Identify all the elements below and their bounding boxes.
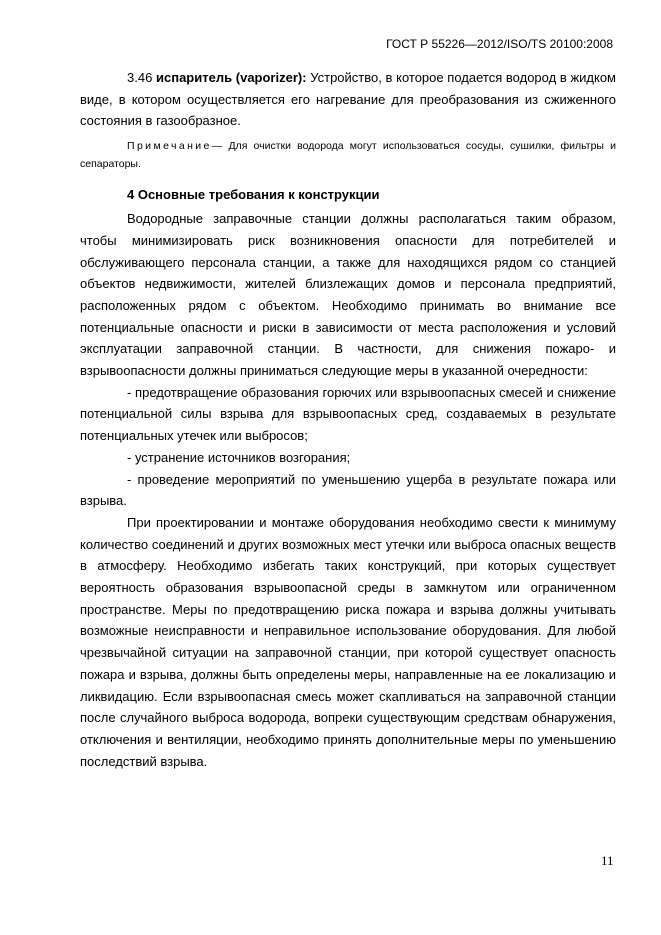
- note: [80, 137, 616, 173]
- document-body: [80, 67, 616, 772]
- note-text: — Для очистки водорода могут использоваться сосуды, сушилки, фильтры и сепараторы.: [80, 140, 616, 171]
- paragraph-1: Водородные заправочные станции должны располагаться таким образом, чтобы минимизировать риск возникновения опасности для потребителей и обслуживающего персонала станции, а также для находящихся рядом со станцией объектов недвижимости, жителей близлежащих домов и персонала предприятий, расположенных рядом с объектом. Необходимо принимать во внимание все потенциальные опасности и риски в зависимости от места расположения и условий эксплуатации заправочной станции. В частности, для снижения пожаро- и взрывоопасности должны приниматься следующие меры в указанной очередности:: [80, 211, 616, 379]
- list-item-1: - предотвращение образования горючих или взрывоопасных смесей и снижение потенциальной силы взрыва для взрывоопасных сред, создаваемых в результате потенциальных утечек или выбросов;: [80, 384, 616, 444]
- list-item-3: - проведение мероприятий по уменьшению ущерба в результате пожара или взрыва.: [80, 471, 616, 509]
- term-number: 3.46: [127, 70, 153, 85]
- note-label: Примечание: [127, 140, 212, 153]
- paragraph-2: При проектировании и монтаже оборудования необходимо свести к минимуму количество соединений и других возможных мест утечки или выброса опасных веществ в атмосферу. Необходимо избегать таких конструкций, при которых существует вероятность образования взрывоопасной среды в замкнутом или ограниченном пространстве. Меры по предотвращению риска пожара и взрыва должны учитывать возможные неисправности и неправильное использование оборудования. Для любой чрезвычайной ситуации на заправочной станции, при которой существует опасность пожара и взрыва, должны быть определены меры, направленные на ее локализацию и ликвидацию. Если взрывоопасная смесь может скапливаться на заправочной станции после случайного выброса водорода, вопреки существующим средствам обнаружения, отключения и вентиляции, необходимо принять дополнительные меры по уменьшению последствий взрыва.: [80, 514, 616, 769]
- list-item-2: - устранение источников возгорания;: [127, 449, 351, 465]
- term-definition-text: Устройство, в которое подается водород в жидком виде, в котором осуществляется его нагревание для преобразования из сжиженного состояния в газообразное.: [80, 70, 616, 129]
- term-name: испаритель (vaporizer):: [156, 70, 307, 85]
- standard-header: ГОСТ Р 55226—2012/ISO/TS 20100:2008: [386, 37, 613, 51]
- term-definition-3-46: [80, 67, 616, 132]
- section-heading: 4 Основные требования к конструкции: [127, 187, 380, 203]
- page-number: 11: [601, 853, 614, 868]
